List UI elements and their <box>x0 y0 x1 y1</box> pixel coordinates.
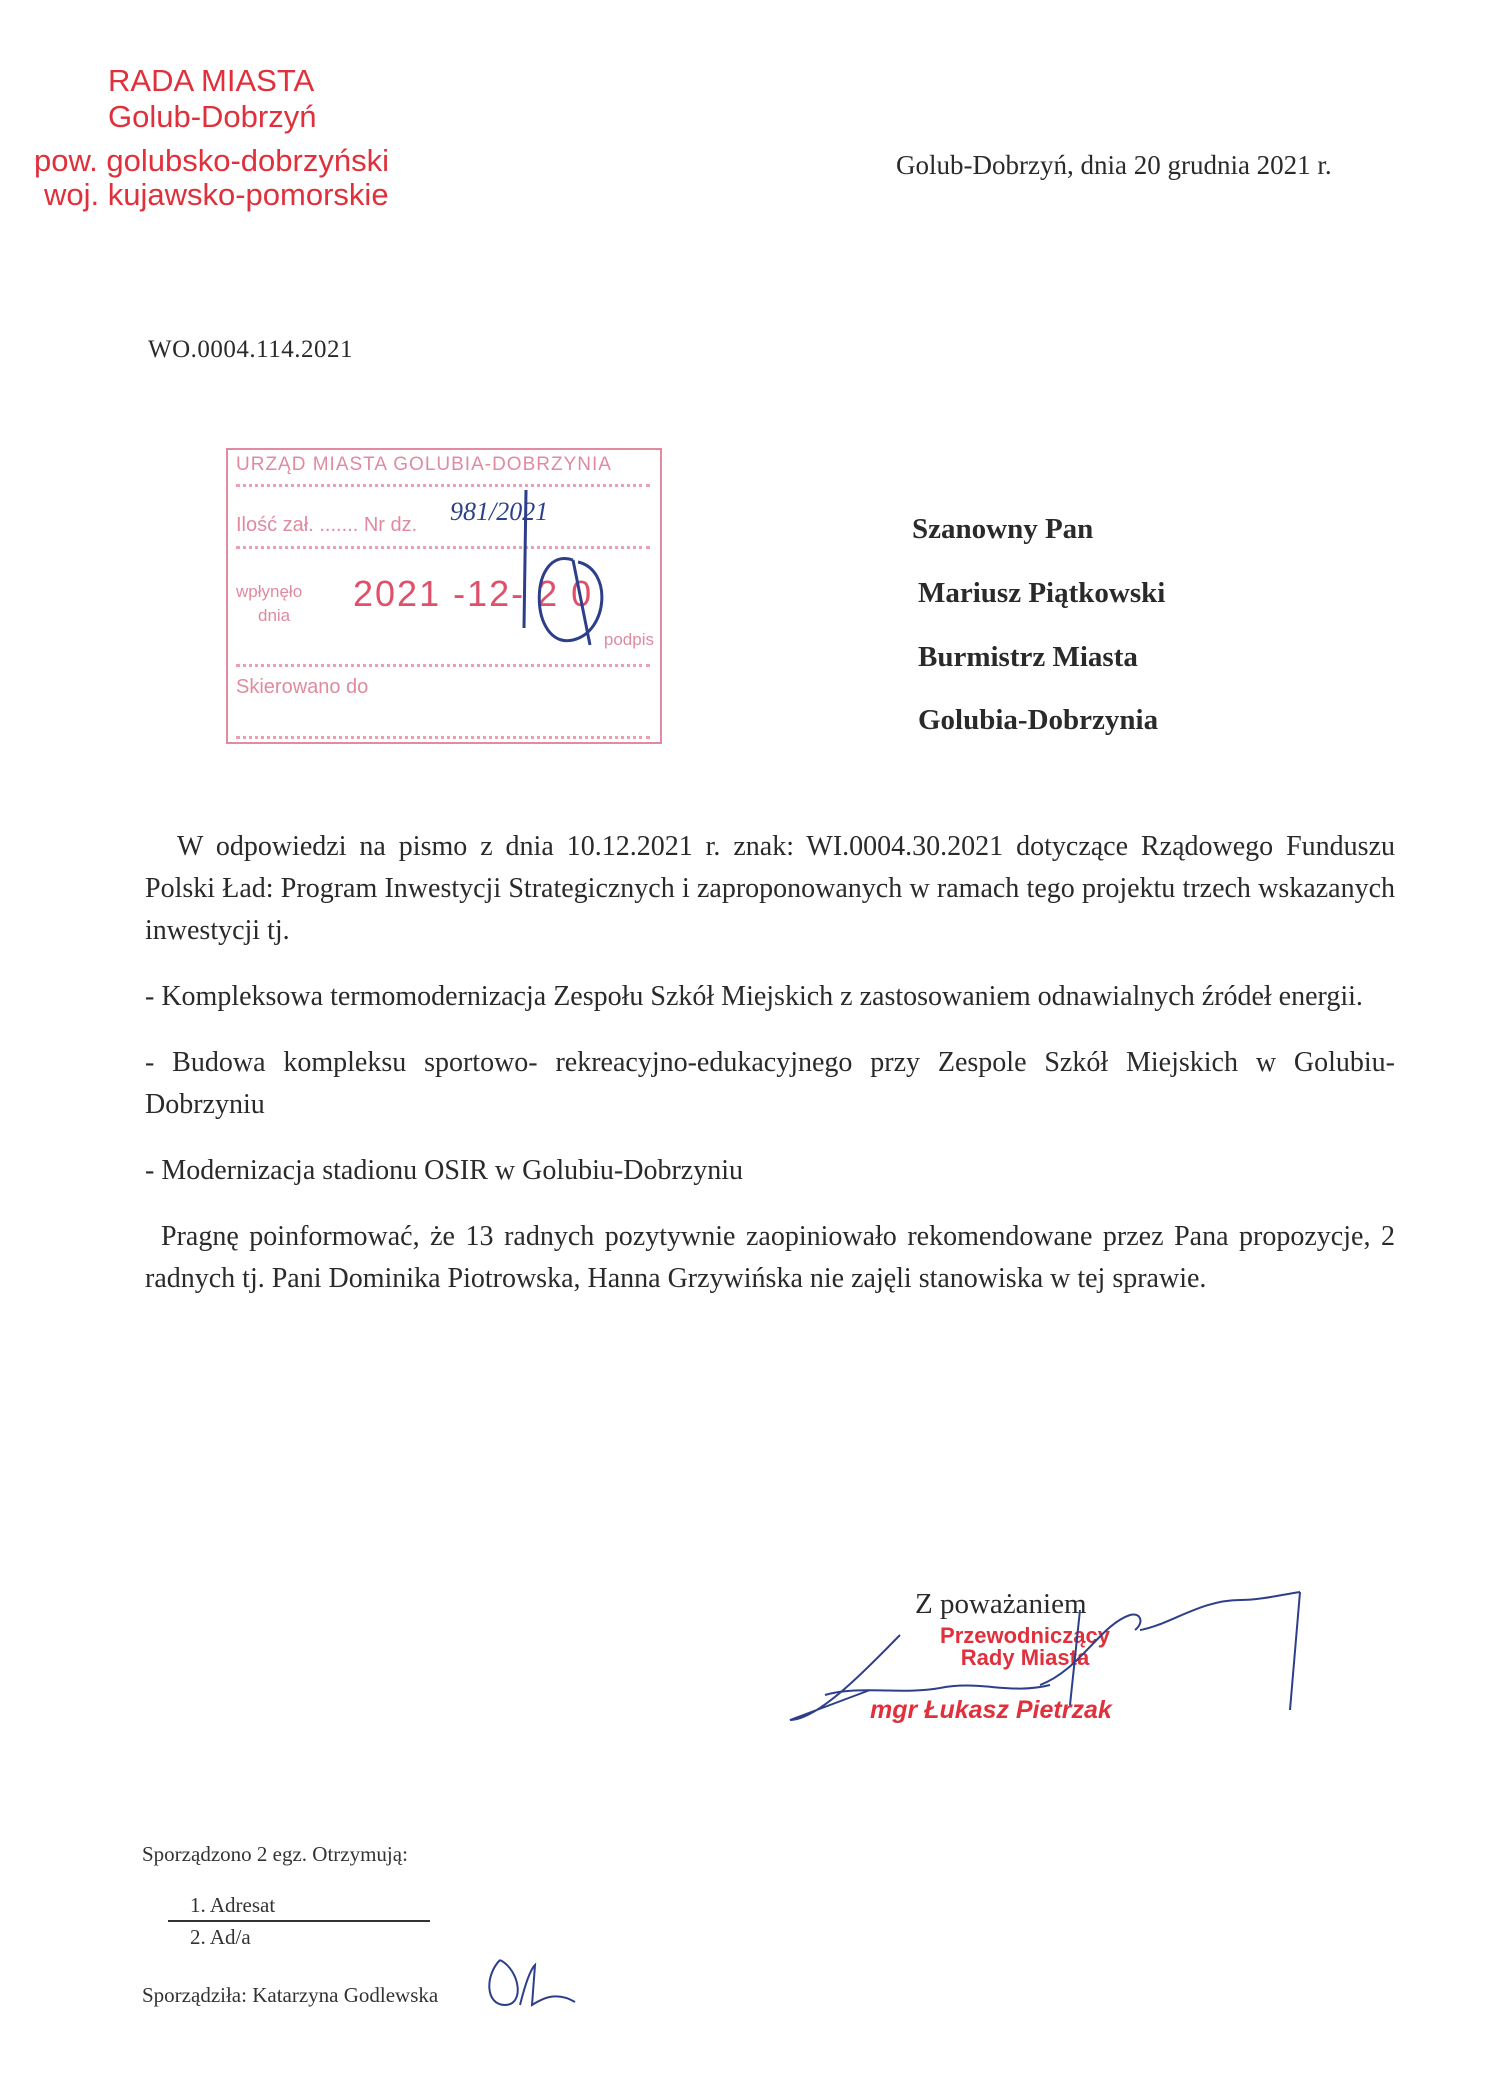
registry-stamp <box>226 448 662 744</box>
addressee-salutation: Szanowny Pan <box>912 513 1094 545</box>
recipient-underline <box>168 1920 430 1922</box>
investment-item-1: - Kompleksowa termomodernizacja Zespołu Szkół Miejskich z zastosowaniem odnawialnych źródeł energii. <box>145 981 1363 1012</box>
chairman-stamp-title: Przewodniczący <box>940 1623 1110 1648</box>
registry-stamp-title: URZĄD MIASTA GOLUBIA-DOBRZYNIA <box>236 454 612 475</box>
copies-note: Sporządzono 2 egz. Otrzymują: <box>142 1842 408 1866</box>
addressee-city: Golubia-Dobrzynia <box>918 704 1159 736</box>
addressee-name: Mariusz Piątkowski <box>918 577 1166 609</box>
registry-received-date: 2021 -12- 2 0 <box>353 573 594 614</box>
chairman-stamp-name: mgr Łukasz Pietrzak <box>870 1696 1112 1724</box>
reference-number: WO.0004.114.2021 <box>148 336 353 363</box>
registry-signature-label: podpis <box>603 630 654 649</box>
registry-day-label: dnia <box>258 606 291 625</box>
handwritten-initial-mark <box>228 450 664 746</box>
investment-item-2: - Budowa kompleksu sportowo- rekreacyjno-edukacyjnego przy Zespole Szkół Miejskich w Golubiu-Dobrzyniu <box>145 1047 1395 1120</box>
registry-directed-label: Skierowano do <box>236 676 369 698</box>
stamp-voivodeship: woj. kujawsko-pomorskie <box>44 177 389 212</box>
chairman-stamp-council: Rady Miasta <box>960 1645 1090 1670</box>
stamp-council-name: RADA MIASTA <box>108 63 315 98</box>
handwritten-registry-number: 981/2021 <box>450 497 549 526</box>
registry-count-label: Ilość zał. ....... Nr dz. <box>236 514 418 536</box>
closing-regards: Z poważaniem <box>915 1588 1087 1620</box>
letter-date: Golub-Dobrzyń, dnia 20 grudnia 2021 r. <box>896 150 1332 180</box>
stamp-city: Golub-Dobrzyń <box>108 99 317 134</box>
recipient-2: 2. Ad/a <box>190 1925 251 1949</box>
registry-received-label: wpłynęło <box>236 582 303 601</box>
body-conclusion-paragraph: Pragnę poinformować, że 13 radnych pozytywnie zaopiniowało rekomendowane przez Pana propozycje, 2 radnych tj. Pani Dominika Piotrowska, Hanna Grzywińska nie zajęli stanowiska w tej sprawie. <box>145 1221 1395 1294</box>
letter-body <box>145 826 1395 1300</box>
handwritten-initials <box>480 1950 590 2020</box>
addressee-title: Burmistrz Miasta <box>918 641 1138 673</box>
recipient-1: 1. Adresat <box>190 1893 276 1917</box>
body-intro-paragraph: W odpowiedzi na pismo z dnia 10.12.2021 r. znak: WI.0004.30.2021 dotyczące Rządowego Funduszu Polski Ład: Program Inwestycji Strategicznych i zaproponowanych w ramach tego projektu trzech wskazanych inwestycji tj. <box>145 831 1395 946</box>
stamp-county: pow. golubsko-dobrzyński <box>34 143 389 178</box>
investment-item-3: - Modernizacja stadionu OSIR w Golubiu-Dobrzyniu <box>145 1155 743 1186</box>
prepared-by: Sporządziła: Katarzyna Godlewska <box>142 1983 439 2007</box>
handwritten-signature <box>780 1570 1340 1750</box>
